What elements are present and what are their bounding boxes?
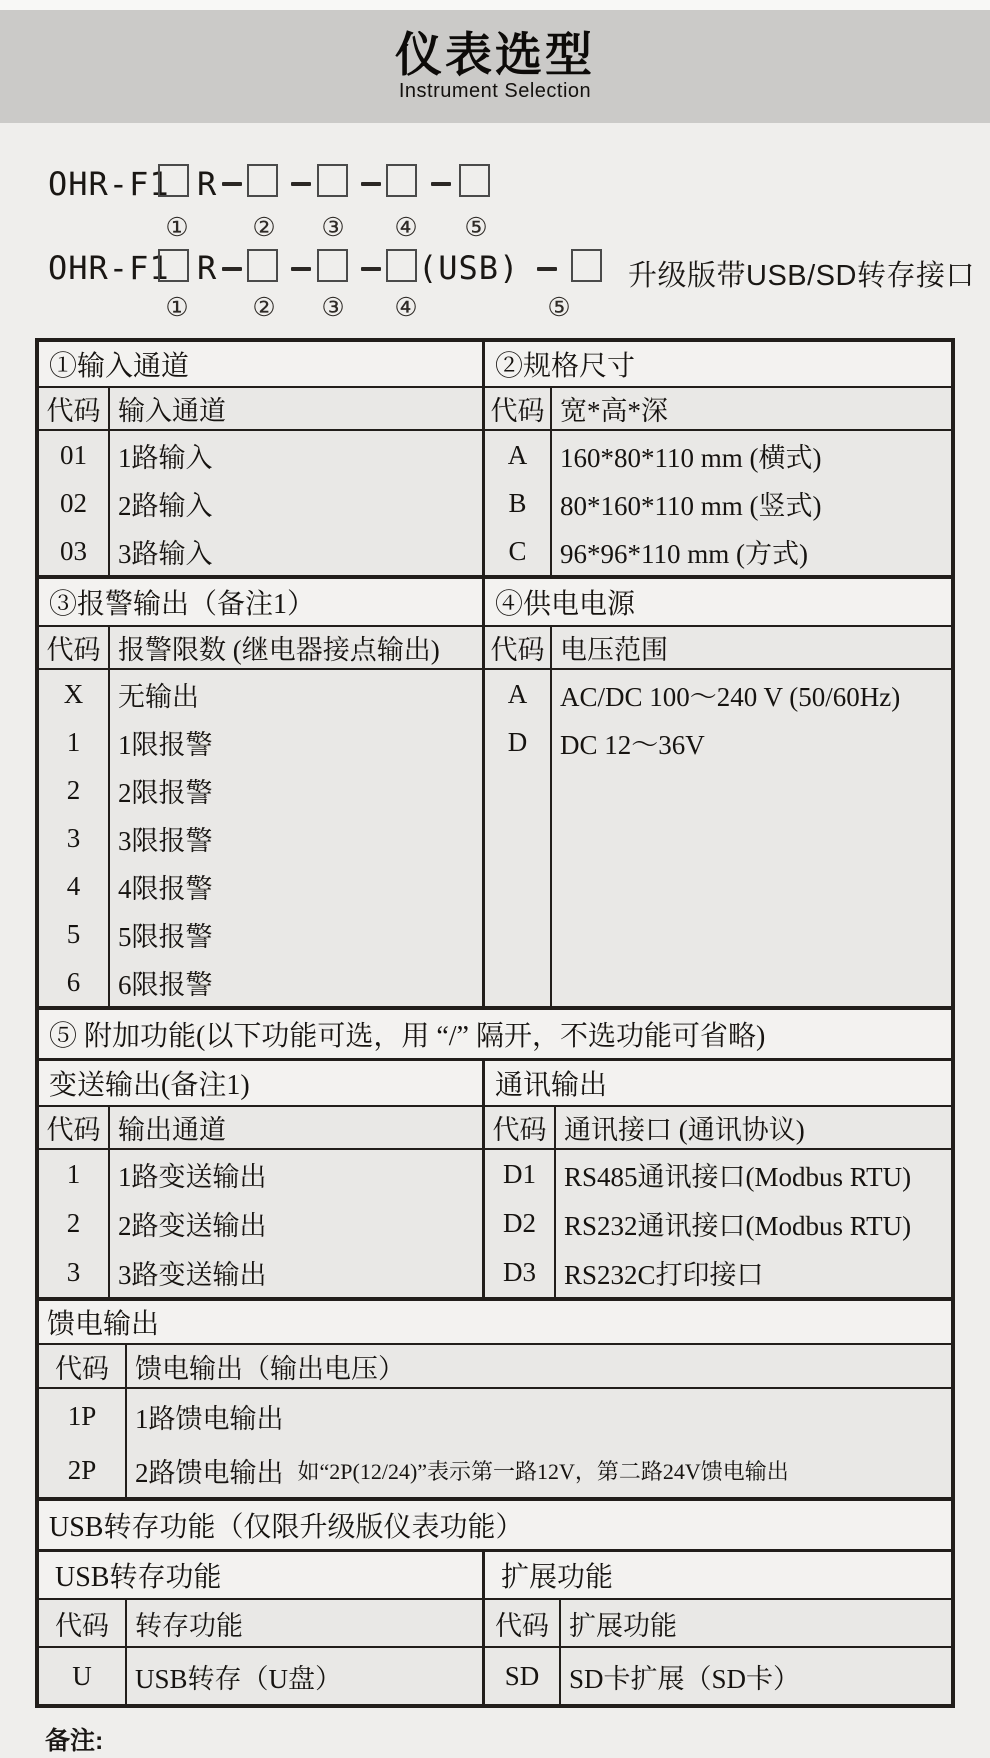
code-cell: B bbox=[485, 479, 552, 527]
code-cell: SD bbox=[485, 1648, 561, 1704]
section-header-left: ③报警输出（备注1） bbox=[39, 579, 485, 625]
code-column-header: 代码 bbox=[485, 388, 552, 429]
circled-number: ③ bbox=[321, 293, 345, 322]
column-header-cell: 输入通道 bbox=[118, 396, 226, 426]
data-area bbox=[39, 431, 951, 575]
table-section-2 bbox=[39, 1006, 951, 1061]
table-section-1 bbox=[39, 575, 951, 1006]
desc-cell: 2路输入 bbox=[118, 490, 213, 521]
table-row bbox=[485, 910, 951, 958]
table-row bbox=[39, 910, 482, 958]
column-header-cell: 输出通道 bbox=[118, 1115, 226, 1145]
desc-cell: 80*160*110 mm (竖式) bbox=[560, 490, 822, 521]
section-header-left: USB转存功能 bbox=[39, 1552, 485, 1598]
left-pane bbox=[39, 1150, 485, 1297]
table-row bbox=[485, 670, 951, 718]
model-code-box bbox=[247, 249, 278, 282]
code-cell bbox=[485, 814, 552, 862]
desc-cell: RS485通讯接口(Modbus RTU) bbox=[564, 1162, 912, 1192]
table-row bbox=[485, 527, 951, 575]
desc-cell: 2路变送输出 bbox=[118, 1211, 267, 1241]
table-row bbox=[39, 958, 482, 1006]
section-header-left: 变送输出(备注1) bbox=[39, 1061, 485, 1105]
remark-label: 备注: bbox=[45, 1727, 104, 1755]
table-row bbox=[39, 1150, 482, 1199]
desc-cell: DC 12～36V bbox=[560, 729, 705, 760]
code-cell: D1 bbox=[485, 1150, 556, 1199]
section-banner: ⑤ 附加功能(以下功能可选，用 “/” 隔开，不选功能可省略) bbox=[39, 1010, 951, 1061]
desc-cell bbox=[127, 1443, 951, 1497]
code-column-header: 代码 bbox=[485, 627, 552, 668]
code-cell: D bbox=[485, 718, 552, 766]
desc-text: 2路馈电输出 bbox=[135, 1457, 284, 1488]
code-cell bbox=[485, 958, 552, 1006]
desc-cell: 5限报警 bbox=[118, 921, 213, 952]
code-column-header: 代码 bbox=[39, 1345, 127, 1387]
code-cell: 3 bbox=[39, 814, 110, 862]
code-cell: 1 bbox=[39, 1150, 110, 1199]
model-code-box bbox=[571, 249, 602, 282]
circled-number: ③ bbox=[321, 213, 345, 242]
desc-cell bbox=[552, 862, 951, 910]
table-row bbox=[485, 479, 951, 527]
left-pane bbox=[39, 431, 485, 575]
left-pane bbox=[39, 1648, 485, 1704]
model-prefix-line1: OHR-F1 bbox=[48, 165, 170, 203]
column-header-row bbox=[39, 388, 951, 431]
code-cell: 02 bbox=[39, 479, 110, 527]
section-header-row bbox=[39, 1061, 951, 1107]
desc-cell: 2限报警 bbox=[118, 777, 213, 808]
column-header-left bbox=[39, 388, 485, 429]
desc-cell: 160*80*110 mm (横式) bbox=[560, 442, 822, 473]
table-row bbox=[485, 1248, 951, 1297]
model-code-box bbox=[317, 164, 348, 197]
section-header-right: ④供电电源 bbox=[485, 579, 951, 625]
code-cell: 1 bbox=[39, 718, 110, 766]
column-header-right bbox=[485, 1107, 951, 1148]
code-cell: X bbox=[39, 670, 110, 718]
desc-cell bbox=[127, 1389, 951, 1443]
column-header-row bbox=[39, 1107, 951, 1150]
section-header-row bbox=[39, 579, 951, 627]
section-header-right: ②规格尺寸 bbox=[485, 342, 951, 386]
right-pane bbox=[485, 1150, 951, 1297]
model-code-box bbox=[386, 249, 417, 282]
table-row bbox=[485, 766, 951, 814]
desc-cell bbox=[552, 814, 951, 862]
code-cell: 5 bbox=[39, 910, 110, 958]
code-cell: C bbox=[485, 527, 552, 575]
column-header-cell: 电压范围 bbox=[560, 635, 668, 665]
code-column-header: 代码 bbox=[39, 627, 110, 668]
desc-cell: RS232C打印接口 bbox=[564, 1260, 764, 1290]
dash-separator bbox=[222, 182, 242, 186]
desc-cell: 3限报警 bbox=[118, 825, 213, 856]
model-usb-label: (USB) bbox=[418, 249, 520, 287]
table-row bbox=[485, 1199, 951, 1248]
desc-cell: 无输出 bbox=[118, 681, 199, 712]
model-code-box bbox=[158, 249, 189, 282]
desc-cell: 1限报警 bbox=[118, 729, 213, 760]
table-row bbox=[485, 862, 951, 910]
code-column-header: 代码 bbox=[485, 1107, 556, 1148]
right-pane bbox=[485, 1648, 951, 1704]
table-row bbox=[39, 862, 482, 910]
desc-cell: 96*96*110 mm (方式) bbox=[560, 538, 808, 569]
column-header-left bbox=[39, 1600, 485, 1646]
code-cell: 01 bbox=[39, 431, 110, 479]
code-cell bbox=[485, 766, 552, 814]
dash-separator bbox=[222, 267, 242, 271]
code-cell: 03 bbox=[39, 527, 110, 575]
table-row bbox=[39, 1248, 482, 1297]
circled-number: ① bbox=[165, 293, 189, 322]
table-row bbox=[39, 1443, 951, 1497]
model-r-line1: R bbox=[197, 165, 218, 203]
column-header-row bbox=[39, 1600, 951, 1648]
circled-number: ⑤ bbox=[547, 293, 571, 322]
model-upgrade-note: 升级版带USB/SD转存接口 bbox=[628, 260, 975, 292]
table-section-5 bbox=[39, 1497, 951, 1552]
code-cell: 4 bbox=[39, 862, 110, 910]
section-header-row bbox=[39, 1552, 951, 1600]
column-header-row bbox=[39, 1345, 951, 1389]
table-section-0 bbox=[39, 342, 951, 575]
code-cell bbox=[485, 910, 552, 958]
desc-cell: 4限报警 bbox=[118, 873, 213, 904]
table-row bbox=[485, 431, 951, 479]
column-header-cell: 扩展功能 bbox=[569, 1610, 677, 1641]
circled-number: ② bbox=[252, 293, 276, 322]
code-cell: A bbox=[485, 670, 552, 718]
circled-number: ② bbox=[252, 213, 276, 242]
table-row bbox=[39, 1199, 482, 1248]
table-row bbox=[485, 814, 951, 862]
desc-cell: 3路输入 bbox=[118, 538, 213, 569]
table-row bbox=[39, 431, 482, 479]
desc-cell: SD卡扩展（SD卡） bbox=[569, 1663, 801, 1694]
circled-number: ④ bbox=[394, 293, 418, 322]
code-cell: D2 bbox=[485, 1199, 556, 1248]
desc-cell: AC/DC 100～240 V (50/60Hz) bbox=[560, 681, 901, 712]
table-row bbox=[39, 766, 482, 814]
dash-separator bbox=[537, 267, 557, 271]
section-banner: USB转存功能（仅限升级版仪表功能） bbox=[39, 1501, 951, 1552]
circled-number: ④ bbox=[394, 213, 418, 242]
column-header-cell: 转存功能 bbox=[135, 1610, 243, 1641]
model-code-box bbox=[317, 249, 348, 282]
table-row bbox=[39, 670, 482, 718]
table-row bbox=[485, 958, 951, 1006]
code-column-header: 代码 bbox=[39, 1107, 110, 1148]
model-r-line2: R bbox=[197, 249, 218, 287]
model-code-box bbox=[158, 164, 189, 197]
circled-number: ① bbox=[165, 213, 189, 242]
dash-separator bbox=[291, 267, 311, 271]
data-area bbox=[39, 1648, 951, 1704]
model-code-area bbox=[0, 123, 990, 338]
desc-cell: 1路变送输出 bbox=[118, 1162, 267, 1192]
table-section-4 bbox=[39, 1297, 951, 1497]
model-code-box bbox=[459, 164, 490, 197]
column-header-row bbox=[39, 627, 951, 670]
table-row bbox=[39, 479, 482, 527]
data-area bbox=[39, 670, 951, 1006]
title-band bbox=[0, 10, 990, 123]
code-cell: 3 bbox=[39, 1248, 110, 1297]
section-header-row bbox=[39, 342, 951, 388]
section-header-right: 扩展功能 bbox=[485, 1552, 951, 1598]
table-row bbox=[485, 1150, 951, 1199]
table-section-6 bbox=[39, 1552, 951, 1704]
table-row bbox=[485, 718, 951, 766]
table-row bbox=[39, 527, 482, 575]
page-subtitle: Instrument Selection bbox=[398, 80, 592, 103]
code-column-header: 代码 bbox=[39, 1600, 127, 1646]
model-code-box bbox=[386, 164, 417, 197]
desc-cell: USB转存（U盘） bbox=[135, 1663, 343, 1694]
model-prefix-line2: OHR-F1 bbox=[48, 249, 170, 287]
model-code-box bbox=[247, 164, 278, 197]
dash-separator bbox=[361, 182, 381, 186]
code-column-header: 代码 bbox=[485, 1600, 561, 1646]
circled-number: ⑤ bbox=[464, 213, 488, 242]
code-cell: 6 bbox=[39, 958, 110, 1006]
desc-cell: 6限报警 bbox=[118, 969, 213, 1000]
code-cell: 2 bbox=[39, 1199, 110, 1248]
table-row bbox=[39, 814, 482, 862]
column-header-right bbox=[485, 388, 951, 429]
desc-note: 如“2P(12/24)”表示第一路12V，第二路24V馈电输出 bbox=[297, 1458, 789, 1484]
column-header-cell: 馈电输出（输出电压） bbox=[135, 1353, 405, 1384]
code-cell: A bbox=[485, 431, 552, 479]
selection-table bbox=[35, 338, 955, 1708]
table-row bbox=[39, 718, 482, 766]
column-header-right bbox=[485, 627, 951, 668]
column-header-right bbox=[485, 1600, 951, 1646]
column-header-cell: 通讯接口 (通讯协议) bbox=[564, 1115, 805, 1145]
desc-text: 1路馈电输出 bbox=[135, 1403, 284, 1434]
section-header: 馈电输出 bbox=[39, 1301, 951, 1345]
section-header-left: ①输入通道 bbox=[39, 342, 485, 386]
data-area bbox=[39, 1150, 951, 1297]
code-cell: 1P bbox=[39, 1389, 127, 1443]
right-pane bbox=[485, 431, 951, 575]
desc-cell bbox=[552, 910, 951, 958]
column-header-cell: 报警限数 (继电器接点输出) bbox=[118, 635, 440, 665]
desc-cell bbox=[552, 958, 951, 1006]
dash-separator bbox=[361, 267, 381, 271]
table-row bbox=[485, 1648, 951, 1704]
code-cell: U bbox=[39, 1648, 127, 1704]
code-cell: 2 bbox=[39, 766, 110, 814]
desc-cell: 1路输入 bbox=[118, 442, 213, 473]
table-row bbox=[39, 1389, 951, 1443]
section-header-right: 通讯输出 bbox=[485, 1061, 951, 1105]
left-pane bbox=[39, 670, 485, 1006]
column-header-left bbox=[39, 627, 485, 668]
code-column-header: 代码 bbox=[39, 388, 110, 429]
right-pane bbox=[485, 670, 951, 1006]
dash-separator bbox=[291, 182, 311, 186]
desc-cell: RS232通讯接口(Modbus RTU) bbox=[564, 1211, 912, 1241]
column-header-cell: 宽*高*深 bbox=[560, 396, 668, 426]
table-section-3 bbox=[39, 1061, 951, 1297]
code-cell bbox=[485, 862, 552, 910]
desc-cell bbox=[552, 766, 951, 814]
page-title: 仪表选型 bbox=[395, 27, 595, 81]
code-cell: D3 bbox=[485, 1248, 556, 1297]
dash-separator bbox=[431, 182, 451, 186]
top-strip bbox=[0, 0, 990, 10]
table-row bbox=[39, 1648, 482, 1704]
desc-cell: 3路变送输出 bbox=[118, 1260, 267, 1290]
code-cell: 2P bbox=[39, 1443, 127, 1497]
column-header-left bbox=[39, 1107, 485, 1148]
